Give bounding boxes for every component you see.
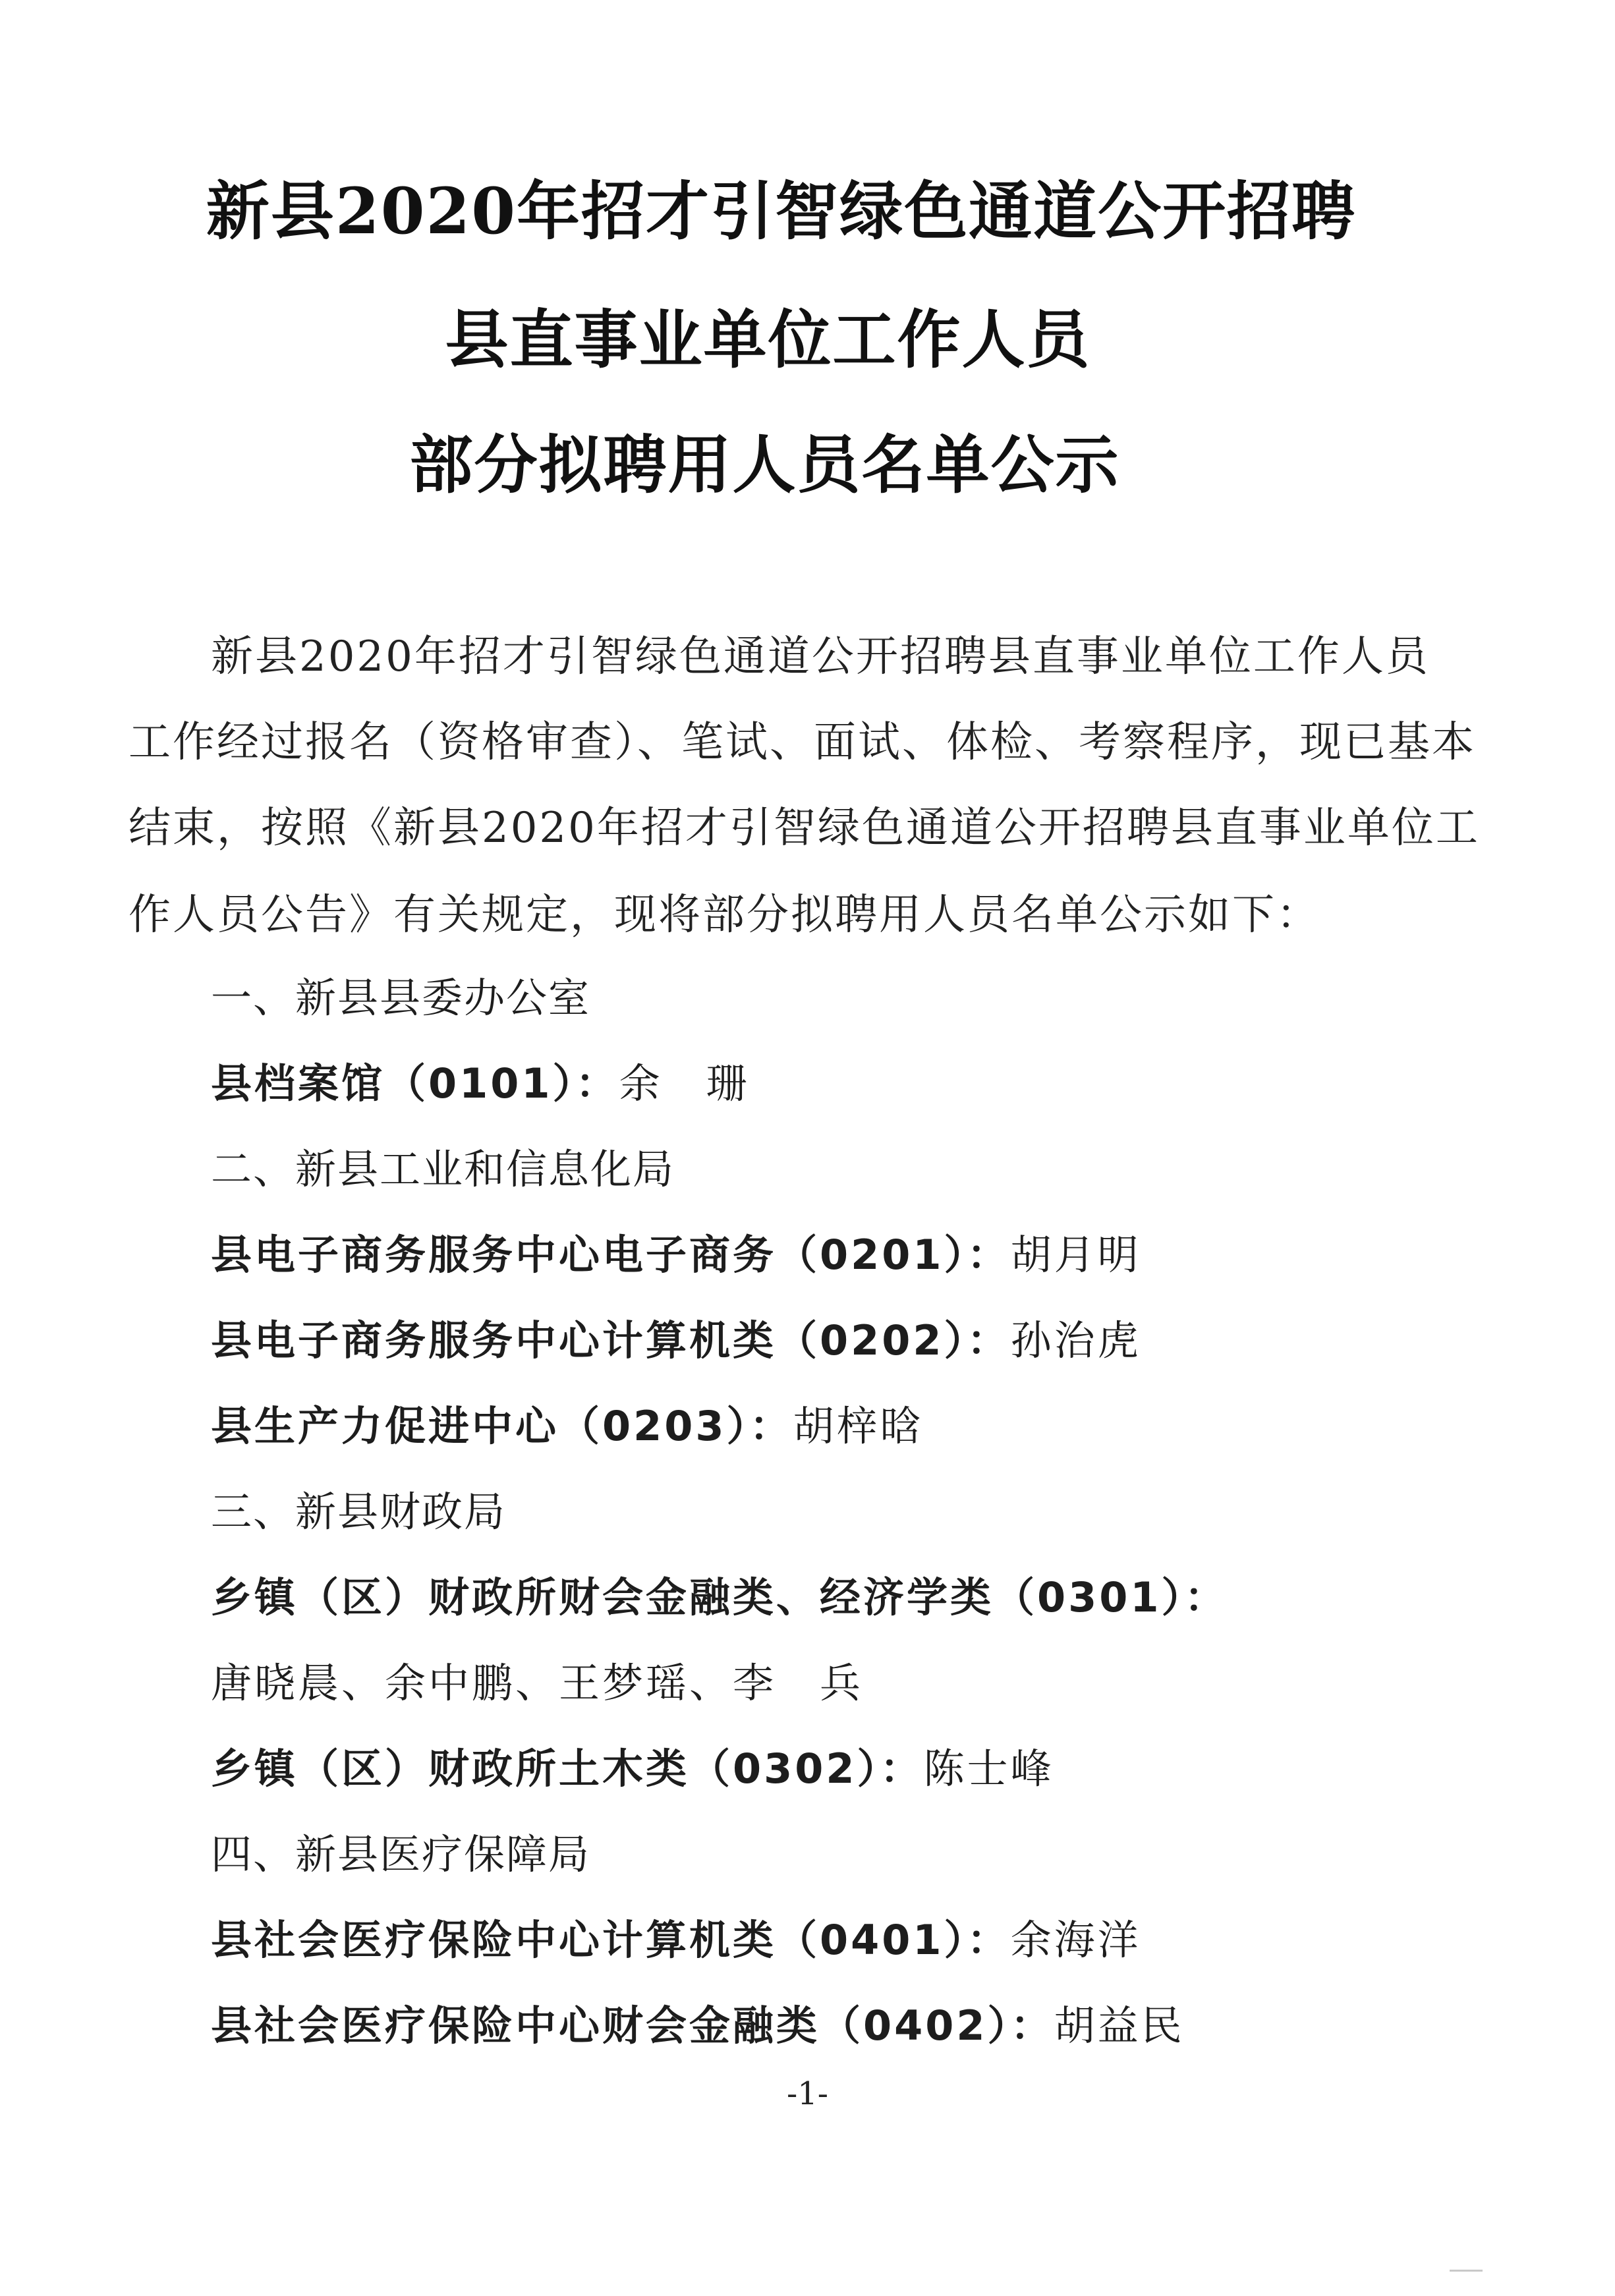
intro-line-2: 工作经过报名（资格审查）、笔试、面试、体检、考察程序，现已基本: [128, 718, 1476, 767]
intro-line-1: 新县2020年招才引智绿色通道公开招聘县直事业单位工作人员: [211, 632, 1430, 681]
job-position: 县生产力促进中心（0203）：: [211, 1402, 793, 1450]
section-heading-2: 二、新县工业和信息化局: [211, 1145, 675, 1193]
job-names: 胡益民: [1054, 2002, 1185, 2050]
job-line: [211, 1222, 1141, 1281]
job-names: 胡月明: [1010, 1231, 1141, 1279]
intro-line-3: 结束，按照《新县2020年招才引智绿色通道公开招聘县直事业单位工: [128, 804, 1480, 853]
job-position: 乡镇（区）财政所土木类（0302）：: [211, 1745, 924, 1793]
job-line: [211, 1393, 924, 1452]
section-heading-4: 四、新县医疗保障局: [211, 1830, 591, 1878]
job-line: [211, 1736, 1054, 1795]
job-line: [211, 1308, 1141, 1366]
title-line-1: 新县2020年招才引智绿色通道公开招聘: [206, 174, 1357, 248]
scan-artifact: [1450, 2270, 1483, 2272]
job-names: 唐晓晨、余中鹏、王梦瑶、李 兵: [211, 1659, 864, 1707]
intro-line-4: 作人员公告》有关规定，现将部分拟聘用人员名单公示如下：: [128, 891, 1320, 939]
job-names: 余 珊: [619, 1059, 750, 1107]
section-heading-3: 三、新县财政局: [211, 1488, 507, 1536]
job-names: 胡梓晗: [793, 1402, 924, 1450]
job-line: [211, 1993, 1185, 2052]
page-number: -1-: [787, 2075, 828, 2112]
job-position: 县电子商务服务中心电子商务（0201）：: [211, 1231, 1011, 1279]
job-line: [211, 1565, 1228, 1623]
section-heading-1: 一、新县县委办公室: [211, 974, 591, 1022]
job-names: 余海洋: [1010, 1916, 1141, 1964]
job-position: 乡镇（区）财政所财会金融类、经济学类（0301）：: [211, 1573, 1228, 1621]
title-line-3: 部分拟聘用人员名单公示: [409, 428, 1120, 502]
job-line: [211, 1907, 1141, 1966]
job-position: 县社会医疗保险中心计算机类（0401）：: [211, 1916, 1011, 1964]
title-line-2: 县直事业单位工作人员: [445, 302, 1091, 377]
job-line: [211, 1051, 750, 1109]
job-position: 县电子商务服务中心计算机类（0202）：: [211, 1316, 1011, 1364]
job-position: 县社会医疗保险中心财会金融类（0402）：: [211, 2002, 1054, 2050]
job-position: 县档案馆（0101）：: [211, 1059, 619, 1107]
job-names: 孙治虎: [1010, 1316, 1141, 1364]
job-names: 陈士峰: [923, 1745, 1054, 1793]
